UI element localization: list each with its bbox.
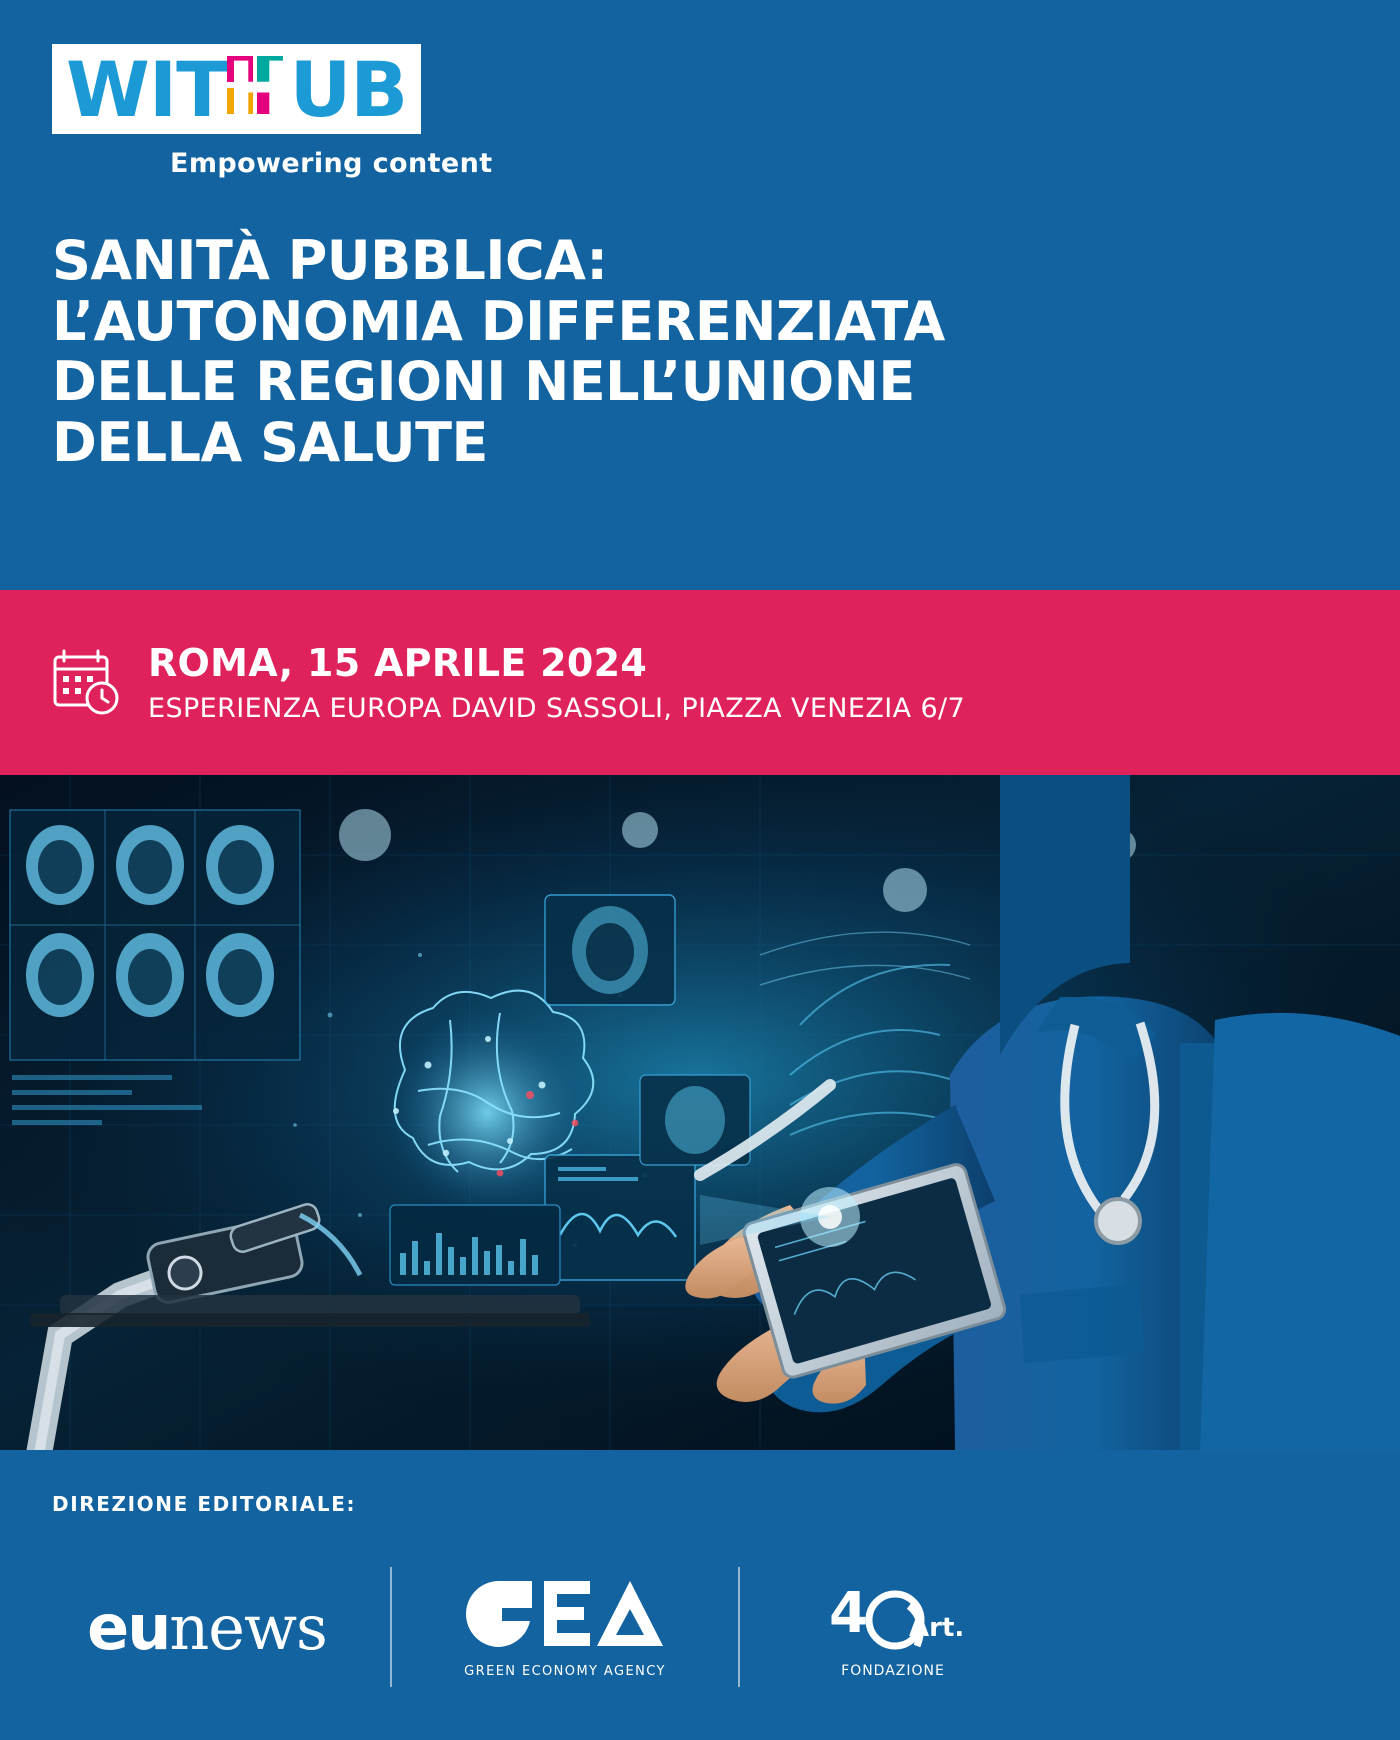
partner-logo-fondazione (768, 1562, 1018, 1692)
logo-divider-2 (738, 1567, 740, 1687)
gea-wrap (458, 1575, 673, 1679)
page-title (52, 231, 1348, 473)
eunews-wordmark (87, 1591, 327, 1664)
gea-mark-icon (458, 1575, 673, 1653)
art49-mark-icon (813, 1576, 973, 1656)
calendar-clock-icon (52, 648, 120, 718)
logo-box (52, 44, 421, 134)
logo-text-ub: UB (289, 45, 408, 134)
event-details (148, 641, 965, 724)
partner-logo-gea (420, 1562, 710, 1692)
title-line-3: DELLE REGIONI NELL’UNIONE (52, 350, 915, 414)
fondazione-wrap (813, 1576, 973, 1679)
logo-wordmark (66, 45, 408, 134)
eunews-news: news (169, 1590, 327, 1664)
event-venue: ESPERIENZA EUROPA DAVID SASSOLI, PIAZZA VENEZIA 6/7 (148, 693, 966, 724)
svg-text:4: 4 (829, 1580, 868, 1646)
gea-subtitle: GREEN ECONOMY AGENCY (464, 1664, 666, 1679)
logo-divider-1 (390, 1567, 392, 1687)
eunews-eu: eu (87, 1590, 170, 1664)
header-section (0, 0, 1400, 590)
footer-section (0, 1450, 1400, 1740)
hero-photo (0, 775, 1400, 1450)
logo-h-block (226, 45, 290, 134)
logo-text-with: WIT (66, 45, 227, 134)
svg-text:Art.: Art. (909, 1612, 965, 1643)
event-city-date: ROMA, 15 APRILE 2024 (148, 641, 648, 685)
title-line-1: SANITÀ PUBBLICA: (52, 229, 608, 293)
editorial-direction-label: DIREZIONE EDITORIALE: (52, 1492, 357, 1516)
title-line-4: DELLA SALUTE (52, 410, 488, 474)
title-line-2: L’AUTONOMIA DIFFERENZIATA (52, 289, 945, 353)
logo-tagline: Empowering content (170, 148, 493, 180)
partner-logo-eunews (52, 1562, 362, 1692)
logo-text-h: H (226, 45, 290, 134)
partner-logos (52, 1562, 1348, 1692)
withub-logo (52, 44, 552, 179)
fondazione-subtitle: FONDAZIONE (841, 1662, 945, 1679)
event-bar (0, 590, 1400, 775)
